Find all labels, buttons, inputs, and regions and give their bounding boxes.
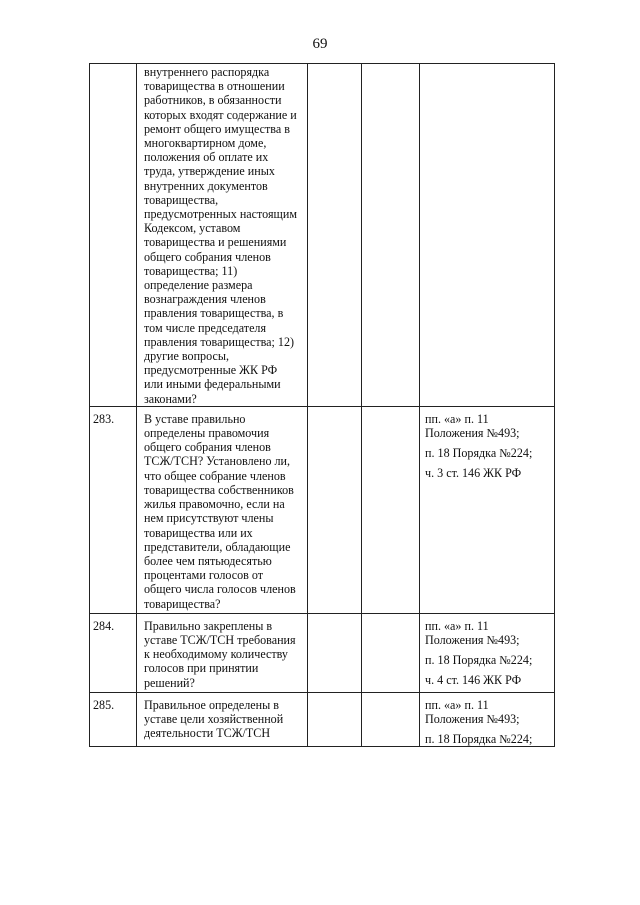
item-number: 285. [93, 697, 115, 712]
item-number-cell [90, 64, 137, 407]
legal-reference: ч. 4 ст. 146 ЖК РФ [425, 673, 522, 688]
legal-reference: п. 18 Порядка №224; [425, 732, 533, 747]
legal-reference: пп. «а» п. 11 Положения №493; [425, 618, 520, 647]
legal-reference: ч. 3 ст. 146 ЖК РФ [425, 466, 522, 481]
question-cell [137, 406, 308, 613]
page-number: 69 [312, 36, 328, 52]
table-row [90, 406, 555, 613]
answer-yes-cell[interactable] [308, 64, 362, 407]
legal-reference-cell [420, 406, 555, 613]
legal-reference: п. 18 Порядка №224; [425, 446, 533, 461]
item-number-cell [90, 613, 137, 692]
legal-reference: пп. «а» п. 11 Положения №493; [425, 411, 520, 441]
table-row-continued [90, 64, 555, 407]
answer-yes-cell[interactable] [308, 406, 362, 613]
question-cell [137, 613, 308, 692]
question-cell [137, 64, 308, 407]
item-number: 283. [93, 411, 115, 426]
question-text: Правильно закреплены в уставе ТСЖ/ТСН требования к необходимому количеству голосов при принятии решений? [144, 618, 296, 690]
item-number-cell [90, 406, 137, 613]
question-cell [137, 692, 308, 747]
legal-reference-cell [420, 692, 555, 747]
answer-yes-cell[interactable] [308, 692, 362, 747]
question-text: внутреннего распорядка товарищества в отношении работников, в обязанности которых входят содержание и ремонт общего имущества в многоквартирном доме, положения об оплате их труда, утверждение иных внутренних документов товарищества, предусмотренных настоящим Кодексом, уставом товарищества и решениями общего собрания членов товарищества; 11) определение размера вознаграждения членов правления товарищества, в том числе председателя правления товарищества; 12) другие вопросы, предусмотренные ЖК РФ или иными федеральными законами? [144, 65, 297, 406]
legal-reference: п. 18 Порядка №224; [425, 653, 533, 668]
answer-no-cell[interactable] [362, 406, 420, 613]
question-text: В уставе правильно определены правомочия общего собрания членов ТСЖ/ТСН? Установлено ли, что общее собрание членов товарищества собственников жилья правомочно, если на нем присутствуют члены товарищества или их представители, обладающие более чем пятьюдесятью процентами голосов от общего числа голосов членов товарищества? [144, 411, 296, 611]
item-number [90, 64, 136, 69]
answer-no-cell[interactable] [362, 64, 420, 407]
table-row [90, 613, 555, 692]
table-row [90, 692, 555, 747]
answer-no-cell[interactable] [362, 613, 420, 692]
legal-reference-cell [420, 613, 555, 692]
checklist-table [89, 63, 555, 747]
answer-yes-cell[interactable] [308, 613, 362, 692]
answer-no-cell[interactable] [362, 692, 420, 747]
item-number: 284. [93, 618, 115, 633]
legal-reference: пп. «а» п. 11 Положения №493; [425, 697, 520, 726]
question-text: Правильное определены в уставе цели хозяйственной деятельности ТСЖ/ТСН [144, 697, 284, 741]
item-number-cell [90, 692, 137, 747]
legal-reference-cell [420, 64, 555, 407]
